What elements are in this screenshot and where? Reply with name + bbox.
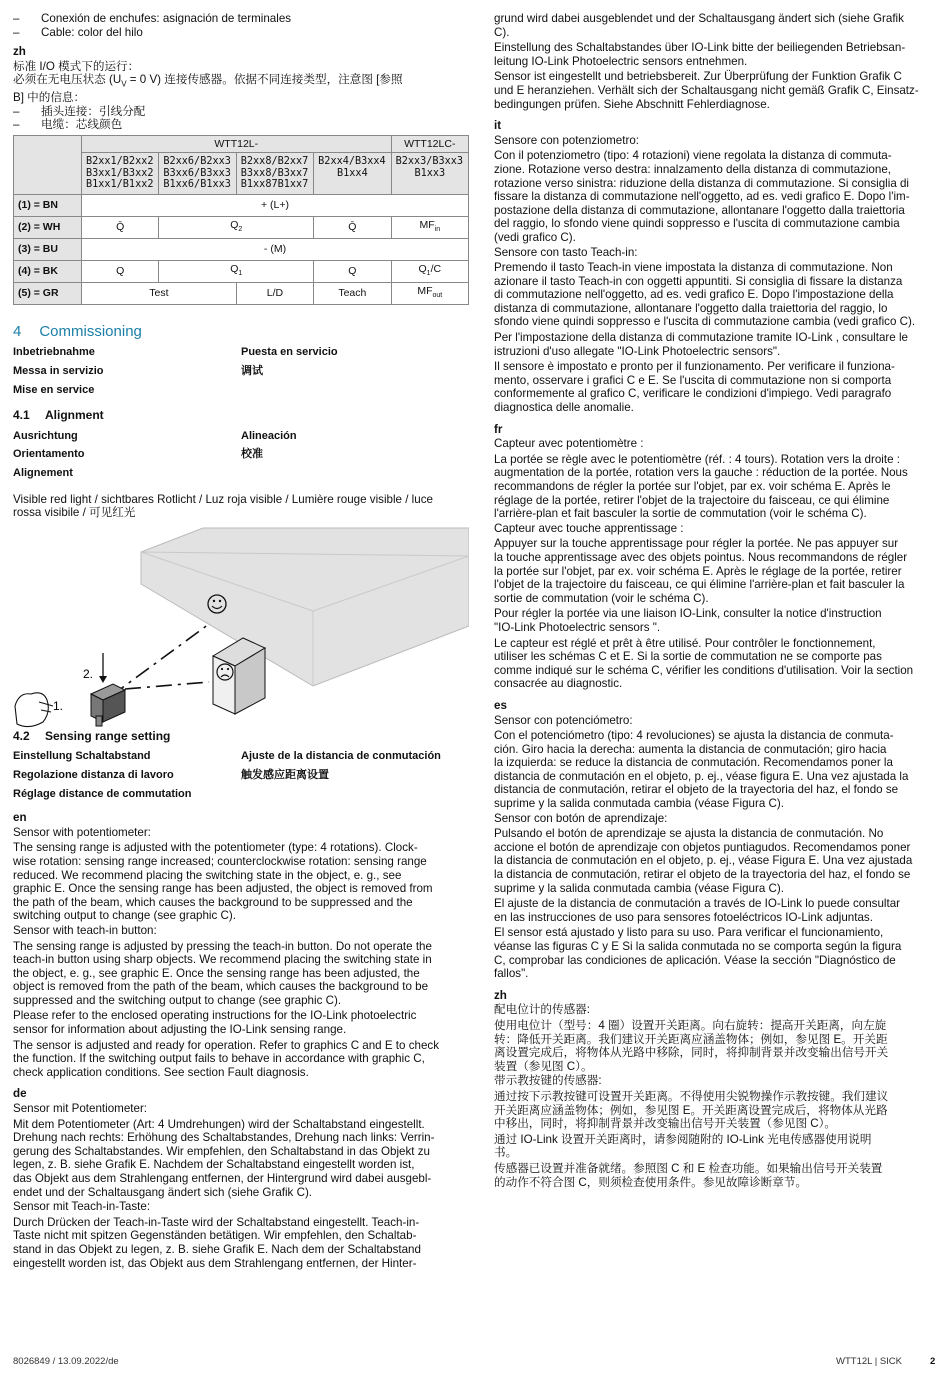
subheading: Capteur avec potentiomètre :: [494, 437, 644, 451]
step-label-2: 2.: [83, 666, 94, 681]
paragraph: 传感器已设置并准备就绪。参照图 C 和 E 检查功能。如果输出信号开关装置 的动作不符合图 C，则须检查使用条件。参见故障诊断章节。: [494, 1161, 883, 1189]
paragraph: Sensor ist eingestellt und betriebsbereit. Zur Überprüfung der Funktion Grafik C und E heranziehen. Verhält sich der Schaltausgang nicht gemäß Grafik C, Einsatz- bedingungen prüfen. Siehe Abschnitt Fehlerdiagnose.: [494, 70, 919, 111]
paragraph: Appuyer sur la touche apprentissage pour régler la portée. Ne pas appuyer sur la touche apprentissage avec des objets pointus. Nous recommandons de régler la portée sur l'objet, par ex. voir schéma E. Après le réglage de la portée, retirer l'objet de la trajectoire du faisceau, ce qui élimine l'arrière-plan et fait basculer la sortie de commutation (voir le schéma C).: [494, 537, 908, 605]
subheading: Capteur avec touche apprentissage :: [494, 521, 684, 535]
pin-assignment-table: [13, 135, 469, 305]
zh-text: 必须在无电压状态 ($U_V = 0$ V) 连接传感器。依据不同连接类型，注意图 [参照: [13, 73, 403, 89]
alignment-figure: [13, 526, 469, 730]
paragraph: The sensor is adjusted and ready for operation. Refer to graphics C and E to check the function. If the switching output fails to behave in accordance with graphic C, check application conditions. See section Fault diagnosis.: [13, 1038, 439, 1079]
background-wall: [141, 528, 469, 686]
variant-cell: B2xx4/B3xx4 B1xx4: [314, 153, 391, 195]
step-label-1: 1.: [53, 698, 64, 713]
paragraph: 通过 IO-Link 设置开关距离时，请参阅随附的 IO-Link 光电传感器使用说明 书。: [494, 1132, 872, 1160]
paragraph: Con el potenciómetro (tipo: 4 revoluciones) se ajusta la distancia de conmuta- ción. Giro hacia la derecha: aumenta la distancia de conmutación; giro hacia la izquierda: se reduce la distancia de conmutación. Recomendamos poner la distancia de conmutación en el objeto, p. ej., véase figura E. Una vez ajustada la distancia de conmutación, retirar el objeto de la trayectoria del haz, el fondo se suprime y la salida conmutada cambia (véase Figura C).: [494, 729, 909, 811]
list-item: – 电缆：芯线颜色: [13, 118, 123, 132]
subheading: Sensor mit Potentiometer:: [13, 1102, 148, 1116]
list-item: – Conexión de enchufes: asignación de terminales: [13, 12, 292, 25]
paragraph: Mit dem Potentiometer (Art: 4 Umdrehungen) wird der Schaltabstand eingestellt. Drehung nach rechts: Erhöhung des Schaltabstandes, Drehung nach links: Verrin- gerung des Schaltabstandes. Wir empfehlen, den Schaltabstand in das Objekt zu legen, z. B. siehe Grafik E. Nachdem der Schaltabstand eingestellt worden ist, das Objekt aus dem Strahlengang entfernen, der Hintergrund wird dabei ausgebl- endet und der Schaltausgang ändert sich (siehe Grafik C).: [13, 1117, 435, 1199]
subheading: Sensor with potentiometer:: [13, 825, 151, 839]
lang-label-fr: fr: [494, 422, 503, 436]
list-item: – 插头连接：引线分配: [13, 104, 146, 118]
variant-cell: B2xx3/B3xx3 B1xx3: [391, 153, 468, 195]
subheading: 配电位计的传感器:: [494, 1003, 590, 1017]
footer-product: WTT12L | SICK: [836, 1356, 902, 1367]
lang-label-es: es: [494, 698, 507, 712]
paragraph: Le capteur est réglé et prêt à être utilisé. Pour contrôler le fonctionnement, utiliser les schémas C et E. Si la sortie de commutation ne se comporte pas comme indiqué sur le schéma C, vérifier les conditions d'utilisation. Voir la section consacrée au diagnostic.: [494, 636, 914, 691]
subheading: Sensore con tasto Teach-in:: [494, 245, 638, 259]
table-row: (4) = BK Q $Q_1$ Q $Q_1/C$: [14, 260, 469, 282]
subheading: Sensor con botón de aprendizaje:: [494, 811, 668, 825]
subheading: Sensor with teach-in button:: [13, 923, 157, 937]
paragraph: 通过按下示教按键可设置开关距离。不得使用尖锐物操作示教按键。我们建议 开关距离应涵盖物体；例如，参见图 E。开关距离设置完成后，将物体从光路 中移出，同时，将抑制背景并改变输出信号开关装置（参见图 C）。: [494, 1089, 889, 1131]
paragraph: Pulsando el botón de aprendizaje se ajusta la distancia de conmutación. No accione el botón de aprendizaje con objetos puntiagudos. Recomendamos poner la distancia de conmutación en el objeto, p. ej., véase Figura E. Una vez ajustada la distancia de conmutación, retirar el objeto de la trayectoria del haz, el fondo se suprime y la salida conmutada cambia (véase Figura C).: [494, 827, 913, 895]
section-translations: Einstellung Schaltabstand Ajuste de la distancia de conmutación Regolazione distanza di lavoro 触发感应距离设置 Réglage distance de commutation: [13, 750, 441, 800]
footer-doc-id: 8026849 / 13.09.2022/de: [13, 1356, 119, 1367]
lang-label-en: en: [13, 811, 27, 825]
zh-text: 标准 I/O 模式下的运行：: [13, 59, 140, 73]
sensor-device: [91, 684, 125, 726]
variant-cell: B2xx6/B2xx3 B3xx6/B3xx3 B1xx6/B1xx3: [159, 153, 236, 195]
paragraph: Please refer to the enclosed operating instructions for the IO-Link photoelectric sensor for information about adjusting the IO-Link sensing range.: [13, 1009, 417, 1037]
paragraph: 使用电位计（型号：4 圈）设置开关距离。向右旋转：提高开关距离，向左旋 转：降低开关距离。我们建议开关距离应涵盖物体；例如，参见图 E。开关距 离设置完成后，将物体从光路中移除，同时，将抑制背景并改变输出信号开关 装置（参见图 C）。: [494, 1018, 889, 1073]
red-light-note: Visible red light / sichtbares Rotlicht / Luz roja visible / Lumière rouge visible / luce rossa visibile / 可见红光: [13, 492, 433, 520]
paragraph: La portée se règle avec le potentiomètre (réf. : 4 tours). Rotation vers la droite : augmentation de la portée, rotation vers la gauche : réduction de la portée. Nous recommandons de régler la portée sur l'objet, par ex. voir schéma E. Après le réglage de la portée, retirer l'objet de la trajectoire du faisceau, ce qui élimine l'arrière-plan et fait basculer la sortie de commutation (voir le schéma C).: [494, 452, 908, 521]
zh-text: B] 中的信息：: [13, 91, 86, 105]
lang-label-it: it: [494, 119, 502, 133]
table-row: (1) = BN + (L+): [14, 194, 469, 216]
paragraph: Per l'impostazione della distanza di commutazione tramite IO-Link , consultare le istruzioni d'uso allegate "IO-Link Photoelectric sensors".: [494, 331, 908, 358]
lang-label-zh: zh: [13, 45, 26, 59]
lang-label-de: de: [13, 1087, 27, 1101]
section-translations: Ausrichtung Alineación Orientamento 校准 Alignement: [13, 429, 297, 479]
paragraph: Pour régler la portée via une liaison IO-Link, consulter la notice d'instruction "IO-Link Photoelectric sensors ".: [494, 607, 882, 634]
paragraph: The sensing range is adjusted by pressing the teach-in button. Do not operate the teach-in button using sharp objects. We recommend placing the switching state in the object, e. g., see graphic E. Once the sensing range has been adjusted, the object is removed from the path of the beam, which causes the background to be suppressed and the switching output to change (see graphic C).: [13, 939, 432, 1007]
variant-cell: B2xx1/B2xx2 B3xx1/B3xx2 B1xx1/B1xx2: [82, 153, 159, 195]
beam-line: [111, 624, 209, 696]
subheading: Sensor con potenciómetro:: [494, 713, 633, 727]
table-row: (5) = GR Test L/D Teach $MF_{out}$: [14, 282, 469, 304]
object-box: [213, 638, 265, 714]
section-heading-4-1: 4.1 Alignment: [13, 408, 104, 423]
paragraph: Premendo il tasto Teach-in viene impostata la distanza di commutazione. Non azionare il tasto Teach-in con oggetti appuntiti. Si consiglia di fissare la distanza di commutazione nell'oggetto, ad es. vedi grafico E. Dopo l'impostazione della distanza di commutazione, allontanare l'oggetto dalla traiettoria del raggio, lo sfondo viene quindi soppresso e l'uscita di commutazione cambia (vedi grafico C).: [494, 261, 916, 329]
section-heading-4-2: 4.2 Sensing range setting: [13, 728, 171, 743]
variant-cell: B2xx8/B2xx7 B3xx8/B3xx7 B1xx87B1xx7: [236, 153, 313, 195]
paragraph: Durch Drücken der Teach-in-Taste wird der Schaltabstand eingestellt. Teach-in- Taste nicht mit spitzen Gegenständen betätigen. Wir empfehlen, den Schaltab- stand in das Objekt zu legen, z. B. siehe Grafik E. Nach dem der Schaltabstand eingestellt worden ist, das Objekt aus dem Strahlengang entfernen, der Hinter-: [13, 1215, 421, 1270]
paragraph: Con il potenziometro (tipo: 4 rotazioni) viene regolata la distanza di commuta- zione. Rotazione verso destra: innalzamento della distanza di commutazione, rotazione verso sinistra: riduzione della distanza di commutazione. Si consiglia di fissare la distanza di commutazione nell'oggetto, ad es. vedi grafico E. Dopo l'im- postazione della distanza di commutazione, allontanare l'oggetto dalla traiettoria del raggio, lo sfondo viene quindi soppresso e l'uscita di commutazione cambia (vedi grafico C).: [494, 149, 910, 244]
table-row: (2) = WH Q̄ $Q_2$ Q̄ $MF_{in}$: [14, 216, 469, 238]
table-header: WTT12L-: [82, 136, 392, 153]
subheading: Sensore con potenziometro:: [494, 133, 640, 147]
left-column: [13, 12, 469, 1270]
table-row: (3) = BU - (M): [14, 238, 469, 260]
alignment-illustration: [13, 526, 469, 730]
paragraph: Einstellung des Schaltabstandes über IO-Link bitte der beiliegenden Betriebsan- leitung IO-Link Photoelectric sensors entnehmen.: [494, 41, 906, 68]
list-item: – Cable: color del hilo: [13, 25, 143, 39]
right-column: [494, 12, 950, 1189]
hand-icon: [15, 693, 48, 727]
paragraph: grund wird dabei ausgeblendet und der Schaltausgang ändert sich (siehe Grafik C).: [494, 12, 904, 39]
paragraph: Il sensore è impostato e pronto per il funzionamento. Per verificare il funziona- mento, osservare i grafici C e E. Se l'uscita di commutazione non si comporta conformemente al grafico C, verificare le condizioni d'impiego. Vedi paragrafo diagnostica delle anomalie.: [494, 360, 895, 415]
section-heading-4: 4 Commissioning: [13, 322, 142, 340]
section-translations: Inbetriebnahme Puesta en servicio Messa in servizio 调试 Mise en service: [13, 346, 338, 396]
paragraph: The sensing range is adjusted with the potentiometer (type: 4 rotations). Clock- wise rotation: sensing range increased; counterclockwise rotation: sensing range reduced. We recommend placing the switching state in the object, e. g., see graphic E. Once the sensing range has been adjusted, the object is removed from the path of the beam, which causes the background to be suppressed and the switching output to change (see graphic C).: [13, 841, 433, 923]
page-number: 2: [930, 1356, 936, 1367]
subheading: Sensor mit Teach-in-Taste:: [13, 1200, 151, 1214]
subheading: 带示教按键的传感器:: [494, 1074, 602, 1088]
paragraph: El sensor está ajustado y listo para su uso. Para verificar el funcionamiento, véanse las figuras C y E Si la salida conmutada no se comporta según la figura C, comprobar las condiciones de aplicación. Véase la sección "Diagnóstico de fallos".: [494, 926, 902, 981]
table-header: WTT12LC-: [391, 136, 468, 153]
beam-line: [125, 682, 209, 689]
lang-label-zh: zh: [494, 988, 507, 1002]
paragraph: El ajuste de la distancia de conmutación a través de IO-Link lo puede consultar en las instrucciones de uso para sensores fotoeléctricos IO-Link adjuntas.: [494, 897, 901, 924]
